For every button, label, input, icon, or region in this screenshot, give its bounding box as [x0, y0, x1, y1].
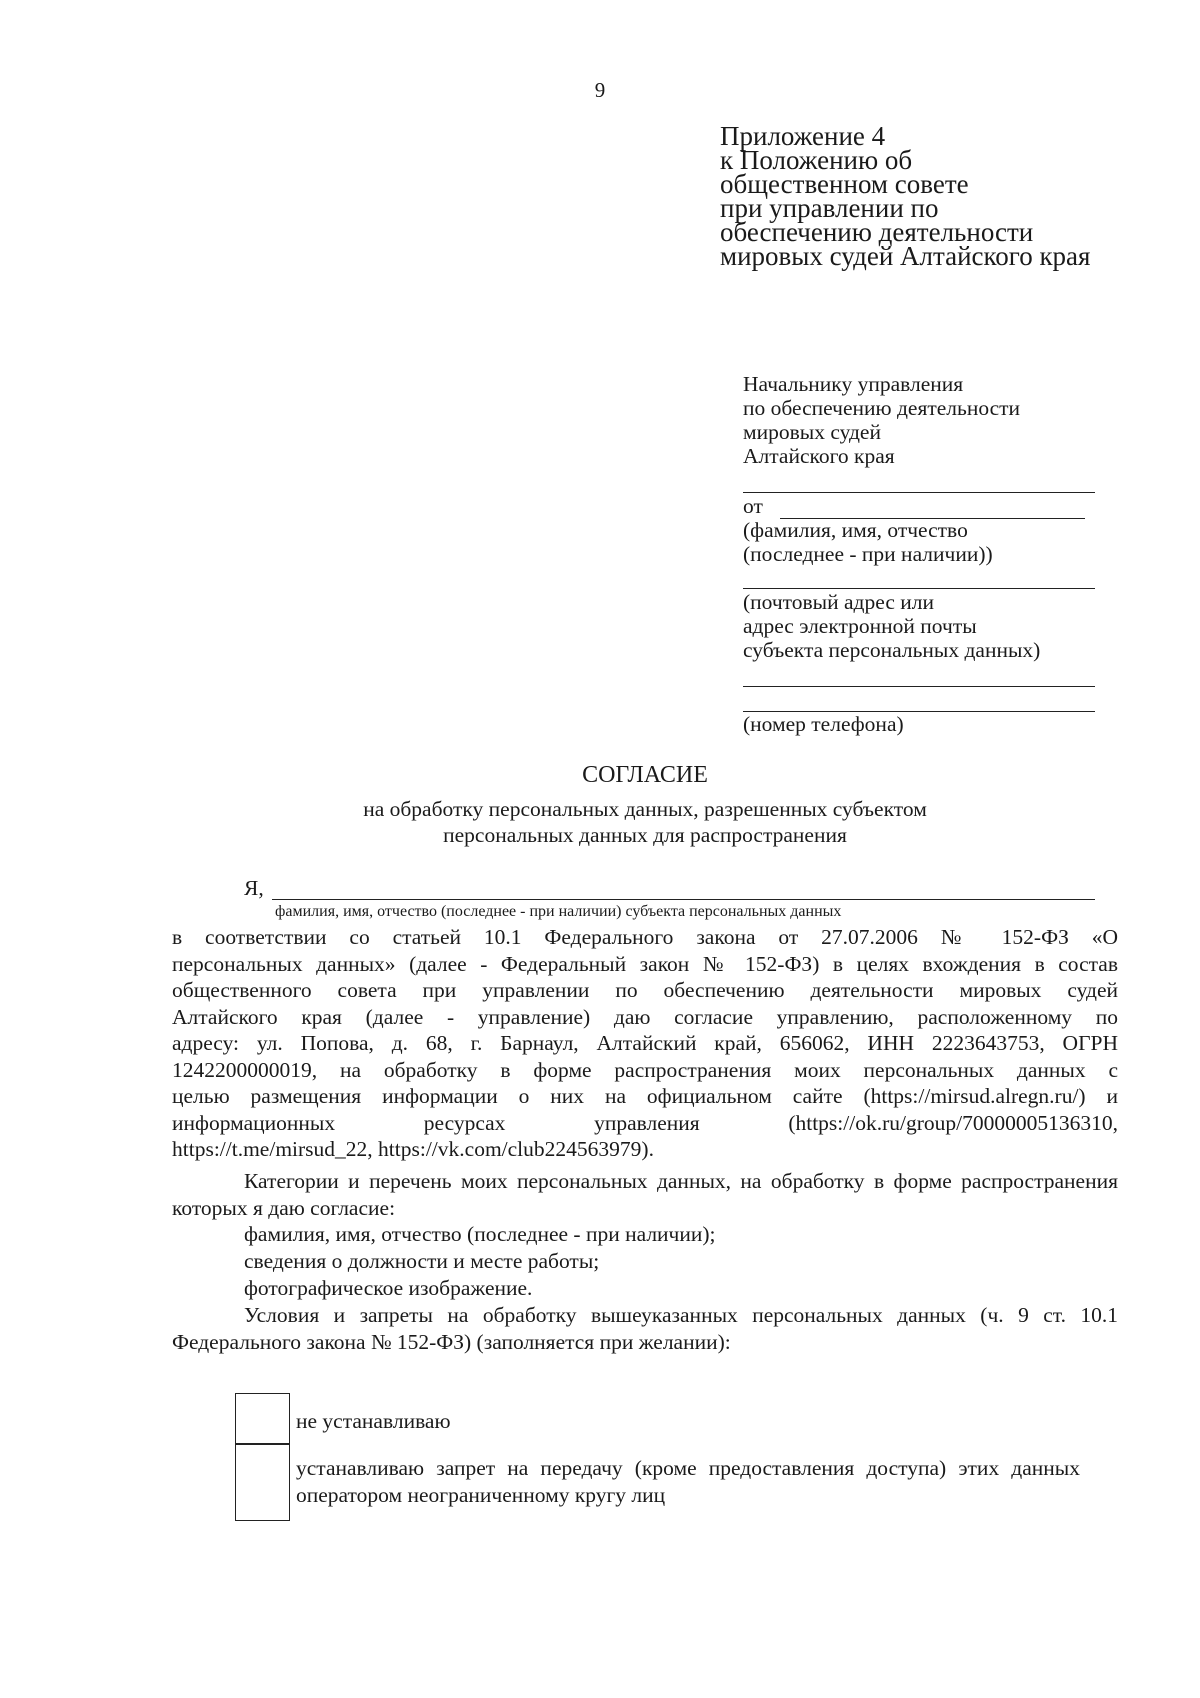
- appendix-line: при управлении по: [720, 193, 939, 223]
- addressee-line: Начальнику управления: [743, 372, 964, 396]
- address-input-line[interactable]: [743, 588, 1095, 589]
- addressee-line: Алтайского края: [743, 444, 895, 468]
- subject-label: Я,: [244, 876, 264, 900]
- page-number: 9: [594, 78, 606, 102]
- addressee-block: [743, 372, 1020, 468]
- address-input-line-2[interactable]: [743, 686, 1095, 687]
- addressee-line: мировых судей: [743, 420, 881, 444]
- appendix-line: Приложение 4: [720, 121, 886, 151]
- appendix-line: к Положению об: [720, 145, 913, 175]
- category-item: фотографическое изображение.: [244, 1276, 533, 1300]
- address-hint-line: (почтовый адрес или: [743, 590, 934, 614]
- paragraph-line: целью размещения информации о них на официальном сайте (https://mirsud.alregn.ru/) и: [172, 1084, 1118, 1108]
- paragraph-line: персональных данных» (далее - Федеральный закон № 152-ФЗ) в целях вхождения в состав: [172, 951, 1118, 976]
- subject-caption: фамилия, имя, отчество (последнее - при наличии) субъекта персональных данных: [275, 903, 842, 920]
- fio-hint-line: (последнее - при наличии)): [743, 542, 993, 566]
- paragraph-line: адресу: ул. Попова, д. 68, г. Барнаул, Алтайский край, 656062, ИНН 2223643753, ОГРН: [172, 1031, 1118, 1055]
- appendix-heading: [720, 121, 1091, 271]
- fio-hint: [743, 518, 993, 566]
- categories-paragraph: [172, 1168, 1118, 1221]
- addressee-line: по обеспечению деятельности: [743, 396, 1021, 420]
- fio-hint-line: (фамилия, имя, отчество: [743, 518, 968, 542]
- paragraph-line: общественного совета при управлении по обеспечению деятельности мировых судей: [172, 978, 1118, 1002]
- categories-intro: Категории и перечень моих персональных данных, на обработку в форме распространения которых я даю согласие:: [172, 1169, 1118, 1220]
- subject-fio-input-line[interactable]: [272, 899, 1095, 900]
- appendix-line: мировых судей Алтайского края: [720, 241, 1091, 271]
- document-subtitle-line: на обработку персональных данных, разрешенных субъектом: [363, 797, 927, 821]
- conditions-intro: Условия и запреты на обработку вышеуказанных персональных данных (ч. 9 ст. 10.1 Федерального закона № 152-ФЗ) (заполняется при желании):: [172, 1303, 1118, 1354]
- consent-paragraph: [172, 924, 1118, 1163]
- address-hint-line: адрес электронной почты: [743, 614, 977, 638]
- option-label-not-set: не устанавливаю: [296, 1409, 451, 1433]
- address-hint-line: субъекта персональных данных): [743, 638, 1041, 662]
- appendix-line: обеспечению деятельности: [720, 217, 1034, 247]
- from-label: от: [743, 494, 763, 518]
- address-hint: [743, 590, 1040, 662]
- document-subtitle-line: персональных данных для распространения: [443, 823, 847, 847]
- paragraph-line: Алтайского края (далее - управление) даю согласие управлению, расположенному по: [172, 1004, 1118, 1029]
- paragraph-line: https://t.me/mirsud_22, https://vk.com/club224563979).: [172, 1137, 654, 1161]
- category-item: фамилия, имя, отчество (последнее - при наличии);: [244, 1222, 716, 1246]
- paragraph-line: 1242200000019, на обработку в форме распространения моих персональных данных с: [172, 1057, 1118, 1082]
- document-title: СОГЛАСИЕ: [582, 762, 708, 788]
- blank-line-1[interactable]: [743, 492, 1095, 493]
- appendix-line: общественном совете: [720, 169, 969, 199]
- category-item: сведения о должности и месте работы;: [244, 1249, 600, 1273]
- paragraph-line: в соответствии со статьей 10.1 Федерального закона от 27.07.2006 № 152-ФЗ «О: [172, 925, 1118, 949]
- option-checkbox-not-set[interactable]: [235, 1393, 290, 1445]
- conditions-paragraph: [172, 1302, 1118, 1355]
- option-label-prohibit-transfer: устанавливаю запрет на передачу (кроме предоставления доступа) этих данных оператором неограниченному кругу лиц: [296, 1456, 1080, 1507]
- paragraph-line: информационных ресурсах управления (https://ok.ru/group/70000005136310,: [172, 1110, 1118, 1135]
- option-checkbox-prohibit-transfer[interactable]: [235, 1443, 290, 1521]
- phone-hint: (номер телефона): [743, 712, 904, 736]
